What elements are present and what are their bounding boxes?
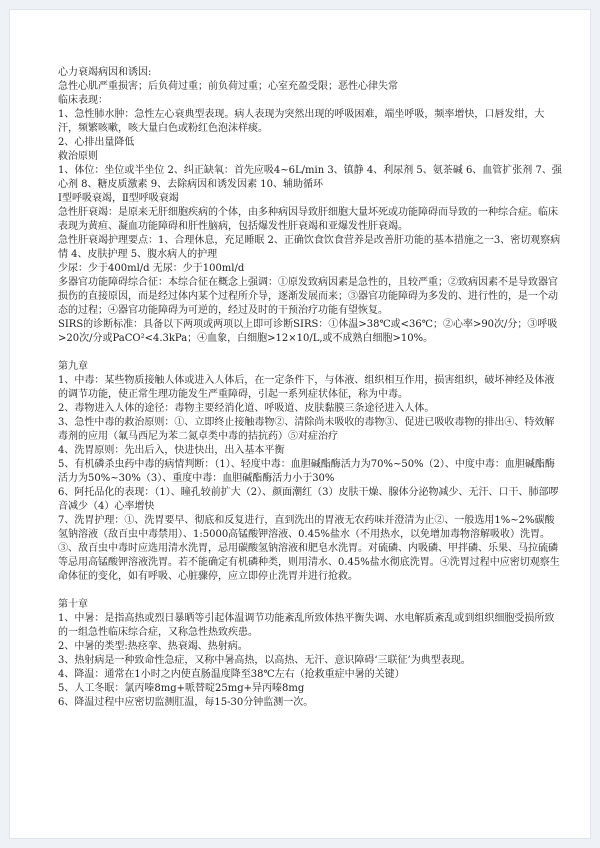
text-line: 急性心肌严重损害；后负荷过重；前负荷过重；心室充盈受限；恶性心律失常 — [58, 81, 398, 92]
text-line: 心力衰竭病因和诱因: — [58, 67, 152, 78]
text-line: 救治原则 — [58, 151, 98, 162]
text-line: 1、中暑：是指高热或烈日暴晒等引起体温调节功能紊乱所致体热平衡失调、水电解质紊乱或到组织细胞受损所致的一组急性临床综合症，又称急性热致疾患。 — [58, 613, 555, 638]
document-page — [10, 10, 590, 838]
text-line: 急性肝衰竭护理要点：1、合理休息，充足睡眠 2、正确饮食饮食营养是改善肝功能的基本措施之一3、密切观察病情 4、皮肤护理 5、腹水病人的护理 — [58, 235, 561, 260]
text-line: 4、降温：通常在1小时之内使直肠温度降至38℃左右（抢救重症中暑的关键） — [58, 669, 405, 680]
section-gap — [58, 346, 564, 360]
chapter-heading: 第十章 — [58, 599, 88, 610]
text-line: 6、阿托品化的表现：（1）、瞳孔较前扩大（2）、颜面潮红（3）皮肤干燥、腺体分泌物减少、无汗、口干、肺部啰音减少（4）心率增快 — [58, 487, 559, 512]
text-line: 临床表现： — [58, 95, 108, 106]
text-line: 急性肝衰竭：是原来无肝细胞疾病的个体，由多种病因导致肝细胞大量坏死或功能障碍而导致的一种综合症。临床表现为黄疸、凝血功能障碍和肝性脑病，包括爆发性肝衰竭和亚爆发性肝衰竭。 — [58, 207, 558, 232]
text-line: 3、热射病是一种致命性急症，又称中暑高热，以高热、无汗、意识障碍‘三联征’为典型表现。 — [58, 655, 471, 666]
text-line: 2、中暑的类型:热痉挛、热衰竭、热射病。 — [58, 641, 248, 652]
text-line: 2、毒物进入人体的途径：毒物主要经消化道、呼吸道、皮肤黏膜三条途径进入人体。 — [58, 403, 435, 414]
text-line: 1、中毒：某些物质接触人体或进入人体后，在一定条件下，与体液、组织相互作用，损害组织，破坏神经及体液的调节功能，使正常生理功能发生严重障碍，引起一系列症状体征，称为中毒。 — [58, 375, 555, 400]
chapter-heading: 第九章 — [58, 361, 88, 372]
text-line: 4、洗胃原则：先出后入，快进快出，出入基本平衡 — [58, 445, 285, 456]
section-gap — [58, 584, 564, 598]
text-line: 多器官功能障碍综合征：本综合征在概念上强调：①原发致病因素是急性的，且较严重；②致病因素不是导致器官损伤的直接原因，而是经过体内某个过程所介导，逐渐发展而来；③器官功能障碍为多发的、进行性的，是一个动态的过程；④器官功能障碍为可逆的，经过及时的干预治疗功能有望恢复。 — [58, 277, 558, 316]
text-line: 1、急性肺水肿：急性左心衰典型表现。病人表现为突然出现的呼吸困难，端坐呼吸，频率增快，口唇发绀，大汗，频繁咳嗽，咳大量白色或粉红色泡沫样痰。 — [58, 109, 545, 134]
document-body — [58, 66, 564, 710]
text-line: 6、降温过程中应密切监测肛温，每15-30分钟监测一次。 — [58, 697, 314, 708]
text-line: 7、洗胃护理：①、洗胃要早、彻底和反复进行，直到洗出的胃液无农药味并澄清为止②、一般选用1%~2%碳酸氢钠溶液（敌百虫中毒禁用）、1:5000高锰酸钾溶液、0.45%盐水（不用热水，以免增加毒物溶解吸收）洗胃。③、敌百虫中毒时应选用清水洗胃，忌用碳酸氢钠溶液和肥皂水洗胃。对硫磷、内吸磷、甲拌磷、乐果、马拉硫磷等忌用高锰酸钾溶液洗胃。若不能确定有机磷种类，则用清水、0.45%盐水彻底洗胃。④洗胃过程中应密切观察生命体征的变化，如有呼吸、心脏骤停，应立即停止洗胃并进行抢救。 — [58, 515, 560, 582]
text-line: 3、急性中毒的救治原则：①、立即终止接触毒物②、清除尚未吸收的毒物③、促进已吸收毒物的排出④、特效解毒剂的应用（氟马西尼为苯二氮卓类中毒的拮抗药）⑤对症治疗 — [58, 417, 555, 442]
text-line: 5、有机磷杀虫药中毒的病情判断：（1）、轻度中毒：血胆碱酯酶活力为70%~50%（2）、中度中毒：血胆碱酯酶活力为50%~30%（3）、重度中毒：血胆碱酯酶活力小于30% — [58, 459, 555, 484]
text-line: 少尿：少于400ml/d 无尿：少于100ml/d — [58, 263, 245, 274]
text-line: 5、人工冬眠：氯丙嗪8mg+哌替啶25mg+异丙嗪8mg — [58, 683, 305, 694]
text-line: 2、心排出量降低 — [58, 137, 135, 148]
text-line: Ⅰ型呼吸衰竭，Ⅱ型呼吸衰竭 — [58, 193, 179, 204]
text-line: 1、体位：坐位或半坐位 2、纠正缺氧：首先应吸4~6L/min 3、镇静 4、利尿剂 5、氨茶碱 6、血管扩张剂 7、强心剂 8、糖皮质激素 9、去除病因和诱发因素 10、辅助循环 — [58, 165, 562, 190]
text-line: SIRS的诊断标准：具备以下两项或两项以上即可诊断SIRS：①体温>38℃或<36℃；②心率>90次/分；③呼吸>20次/分或PaCO²<4.3kPa；④血象，白细胞>12×10/L,或不成熟白细胞>10%。 — [58, 319, 558, 344]
